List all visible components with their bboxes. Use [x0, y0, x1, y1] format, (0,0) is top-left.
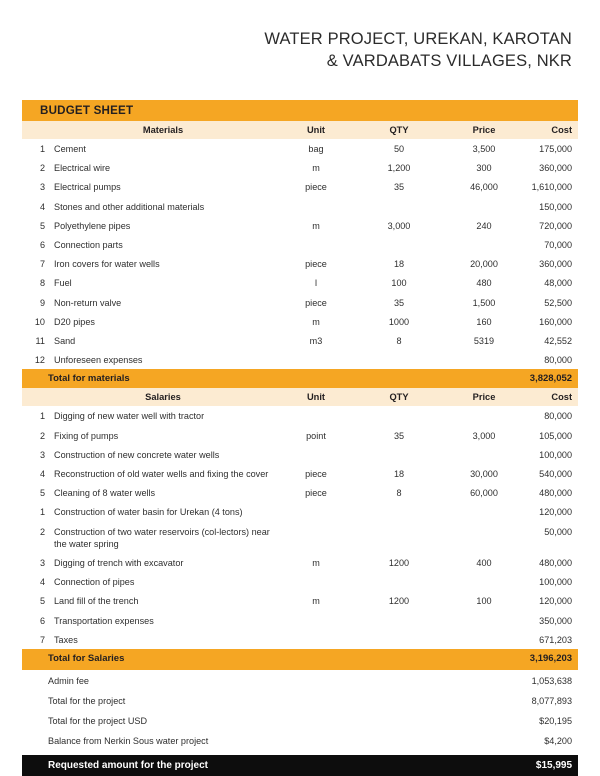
row-price: 300: [444, 158, 524, 177]
materials-header-desc: Materials: [54, 121, 278, 139]
summary-label: Total for the project USD: [22, 711, 524, 731]
summary-label: Admin fee: [22, 670, 524, 691]
row-cost: 42,552: [524, 331, 578, 350]
summary-value: 1,053,638: [524, 670, 578, 691]
row-number: 3: [22, 445, 54, 464]
row-qty: 35: [354, 177, 444, 196]
row-number: 2: [22, 522, 54, 553]
row-qty: 1000: [354, 312, 444, 331]
row-price: [444, 406, 524, 425]
row-qty: 3,000: [354, 216, 444, 235]
row-cost: 671,203: [524, 630, 578, 649]
row-number: 11: [22, 331, 54, 350]
row-price: 1,500: [444, 293, 524, 312]
row-number: 1: [22, 139, 54, 158]
row-number: 7: [22, 630, 54, 649]
table-row: [22, 235, 578, 254]
row-unit: [278, 630, 354, 649]
row-price: [444, 502, 524, 521]
row-description: Polyethylene pipes: [54, 216, 278, 235]
row-qty: 35: [354, 426, 444, 445]
row-description: Sand: [54, 331, 278, 350]
materials-header-num: [22, 121, 54, 139]
materials-header-price: Price: [444, 121, 524, 139]
row-description: Construction of new concrete water wells: [54, 445, 278, 464]
table-row: [22, 553, 578, 572]
row-price: [444, 197, 524, 216]
row-unit: piece: [278, 464, 354, 483]
row-price: [444, 630, 524, 649]
row-number: 1: [22, 406, 54, 425]
table-row: [22, 445, 578, 464]
total-materials-value: 3,828,052: [524, 369, 578, 388]
budget-table-body: [22, 100, 578, 776]
summary-row: [22, 711, 578, 731]
requested-amount-value: $15,995: [524, 755, 578, 776]
row-description: Cement: [54, 139, 278, 158]
row-number: 1: [22, 502, 54, 521]
table-row: [22, 177, 578, 196]
table-row: [22, 611, 578, 630]
row-cost: 48,000: [524, 273, 578, 292]
row-number: 4: [22, 572, 54, 591]
materials-column-header-row: [22, 121, 578, 139]
total-for-materials-row: [22, 369, 578, 388]
row-cost: 160,000: [524, 312, 578, 331]
row-unit: [278, 522, 354, 553]
row-description: Digging of trench with excavator: [54, 553, 278, 572]
row-cost: 540,000: [524, 464, 578, 483]
row-qty: [354, 350, 444, 369]
row-qty: [354, 630, 444, 649]
row-unit: l: [278, 273, 354, 292]
row-description: Unforeseen expenses: [54, 350, 278, 369]
row-unit: m: [278, 158, 354, 177]
row-cost: 360,000: [524, 254, 578, 273]
row-qty: 35: [354, 293, 444, 312]
row-cost: 720,000: [524, 216, 578, 235]
row-qty: [354, 522, 444, 553]
row-cost: 480,000: [524, 483, 578, 502]
table-row: [22, 197, 578, 216]
table-row: [22, 483, 578, 502]
summary-label: Balance from Nerkin Sous water project: [22, 731, 524, 751]
row-unit: piece: [278, 293, 354, 312]
row-price: [444, 445, 524, 464]
salaries-header-qty: QTY: [354, 388, 444, 406]
budget-table: [22, 100, 578, 776]
table-row: [22, 139, 578, 158]
table-row: [22, 502, 578, 521]
salaries-column-header-row: [22, 388, 578, 406]
total-for-salaries-row: [22, 649, 578, 668]
row-description: Electrical wire: [54, 158, 278, 177]
table-row: [22, 158, 578, 177]
row-qty: 50: [354, 139, 444, 158]
row-cost: 350,000: [524, 611, 578, 630]
row-cost: 175,000: [524, 139, 578, 158]
row-description: Fixing of pumps: [54, 426, 278, 445]
row-unit: [278, 406, 354, 425]
row-qty: [354, 572, 444, 591]
materials-header-qty: QTY: [354, 121, 444, 139]
requested-amount-label: Requested amount for the project: [22, 755, 524, 776]
summary-value: $4,200: [524, 731, 578, 751]
row-unit: [278, 445, 354, 464]
row-qty: [354, 406, 444, 425]
table-row: [22, 426, 578, 445]
row-price: 3,500: [444, 139, 524, 158]
row-price: [444, 572, 524, 591]
row-unit: piece: [278, 254, 354, 273]
row-cost: 100,000: [524, 572, 578, 591]
row-number: 5: [22, 591, 54, 610]
row-cost: 70,000: [524, 235, 578, 254]
materials-header-unit: Unit: [278, 121, 354, 139]
row-price: [444, 611, 524, 630]
row-description: D20 pipes: [54, 312, 278, 331]
row-price: 240: [444, 216, 524, 235]
salaries-header-desc: Salaries: [54, 388, 278, 406]
row-number: 12: [22, 350, 54, 369]
table-row: [22, 216, 578, 235]
row-qty: 1200: [354, 591, 444, 610]
row-price: 480: [444, 273, 524, 292]
row-qty: 100: [354, 273, 444, 292]
row-cost: 120,000: [524, 502, 578, 521]
row-description: Taxes: [54, 630, 278, 649]
row-number: 10: [22, 312, 54, 331]
summary-label: Total for the project: [22, 691, 524, 711]
row-number: 3: [22, 553, 54, 572]
row-qty: [354, 611, 444, 630]
document-title: [22, 28, 578, 72]
row-description: Electrical pumps: [54, 177, 278, 196]
row-number: 9: [22, 293, 54, 312]
total-salaries-label: Total for Salaries: [22, 649, 524, 668]
table-row: [22, 406, 578, 425]
row-number: 2: [22, 426, 54, 445]
row-qty: [354, 235, 444, 254]
row-description: Land fill of the trench: [54, 591, 278, 610]
row-unit: [278, 235, 354, 254]
row-number: 6: [22, 611, 54, 630]
row-unit: m: [278, 216, 354, 235]
title-line-1: WATER PROJECT, UREKAN, KAROTAN: [264, 30, 572, 48]
row-price: [444, 235, 524, 254]
row-number: 7: [22, 254, 54, 273]
row-qty: [354, 502, 444, 521]
summary-row: [22, 731, 578, 751]
row-unit: [278, 572, 354, 591]
row-number: 5: [22, 483, 54, 502]
salaries-header-num: [22, 388, 54, 406]
summary-row: [22, 691, 578, 711]
row-qty: 8: [354, 331, 444, 350]
summary-value: $20,195: [524, 711, 578, 731]
total-salaries-value: 3,196,203: [524, 649, 578, 668]
row-number: 4: [22, 197, 54, 216]
row-cost: 100,000: [524, 445, 578, 464]
row-unit: bag: [278, 139, 354, 158]
row-unit: point: [278, 426, 354, 445]
requested-amount-row: [22, 755, 578, 776]
row-cost: 480,000: [524, 553, 578, 572]
salaries-header-unit: Unit: [278, 388, 354, 406]
summary-row: [22, 670, 578, 691]
row-qty: 1,200: [354, 158, 444, 177]
row-unit: [278, 502, 354, 521]
total-materials-label: Total for materials: [22, 369, 524, 388]
row-qty: [354, 197, 444, 216]
banner-cell: [22, 100, 578, 121]
row-unit: m: [278, 312, 354, 331]
row-price: 100: [444, 591, 524, 610]
row-cost: 120,000: [524, 591, 578, 610]
materials-header-cost: Cost: [524, 121, 578, 139]
row-price: 30,000: [444, 464, 524, 483]
row-description: Reconstruction of old water wells and fixing the cover: [54, 464, 278, 483]
table-row: [22, 273, 578, 292]
salaries-header-price: Price: [444, 388, 524, 406]
budget-sheet-banner: [22, 100, 578, 121]
table-row: [22, 331, 578, 350]
row-description: Cleaning of 8 water wells: [54, 483, 278, 502]
row-description: Fuel: [54, 273, 278, 292]
row-description: Connection parts: [54, 235, 278, 254]
table-row: [22, 254, 578, 273]
row-price: 20,000: [444, 254, 524, 273]
row-description: Non-return valve: [54, 293, 278, 312]
title-line-2: & VARDABATS VILLAGES, NKR: [326, 52, 572, 70]
row-unit: piece: [278, 177, 354, 196]
row-number: 5: [22, 216, 54, 235]
row-unit: m: [278, 591, 354, 610]
row-number: 8: [22, 273, 54, 292]
row-price: 46,000: [444, 177, 524, 196]
row-price: 160: [444, 312, 524, 331]
row-cost: 80,000: [524, 350, 578, 369]
row-price: 3,000: [444, 426, 524, 445]
table-row: [22, 591, 578, 610]
row-price: [444, 350, 524, 369]
row-description: Transportation expenses: [54, 611, 278, 630]
row-qty: 18: [354, 254, 444, 273]
row-unit: [278, 197, 354, 216]
row-unit: [278, 611, 354, 630]
row-price: 400: [444, 553, 524, 572]
row-price: 60,000: [444, 483, 524, 502]
banner-label: BUDGET SHEET: [40, 104, 134, 117]
row-description: Construction of two water reservoirs (col-lectors) near the water spring: [54, 522, 278, 553]
row-cost: 80,000: [524, 406, 578, 425]
row-qty: 8: [354, 483, 444, 502]
summary-value: 8,077,893: [524, 691, 578, 711]
row-number: 3: [22, 177, 54, 196]
row-description: Connection of pipes: [54, 572, 278, 591]
row-cost: 52,500: [524, 293, 578, 312]
row-cost: 105,000: [524, 426, 578, 445]
row-unit: [278, 350, 354, 369]
row-cost: 50,000: [524, 522, 578, 553]
row-qty: 1200: [354, 553, 444, 572]
row-description: Digging of new water well with tractor: [54, 406, 278, 425]
table-row: [22, 464, 578, 483]
row-description: Stones and other additional materials: [54, 197, 278, 216]
row-unit: m3: [278, 331, 354, 350]
row-qty: [354, 445, 444, 464]
row-number: 4: [22, 464, 54, 483]
salaries-header-cost: Cost: [524, 388, 578, 406]
row-description: Iron covers for water wells: [54, 254, 278, 273]
row-cost: 1,610,000: [524, 177, 578, 196]
row-unit: piece: [278, 483, 354, 502]
row-qty: 18: [354, 464, 444, 483]
row-price: [444, 522, 524, 553]
row-number: 6: [22, 235, 54, 254]
table-row: [22, 312, 578, 331]
table-row: [22, 572, 578, 591]
table-row: [22, 293, 578, 312]
table-row: [22, 522, 578, 553]
row-number: 2: [22, 158, 54, 177]
budget-table-wrapper: [22, 100, 578, 776]
row-cost: 360,000: [524, 158, 578, 177]
table-row: [22, 350, 578, 369]
row-cost: 150,000: [524, 197, 578, 216]
row-unit: m: [278, 553, 354, 572]
row-price: 5319: [444, 331, 524, 350]
row-description: Construction of water basin for Urekan (4 tons): [54, 502, 278, 521]
table-row: [22, 630, 578, 649]
